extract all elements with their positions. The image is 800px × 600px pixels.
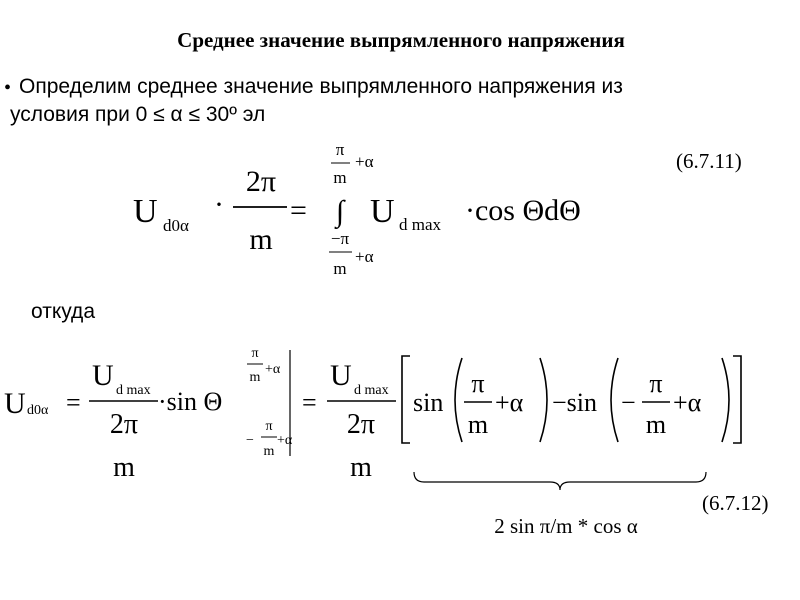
eq1-fraction-denominator: m [249, 223, 273, 256]
eq2-underbrace [414, 472, 706, 490]
eq2-den2-m: m [350, 452, 372, 483]
eq1-integral-sign: ∫ [335, 195, 345, 228]
eq2-sin-1: sin [413, 388, 444, 417]
eq2-num2-u: U [330, 359, 352, 392]
eq2-pi-2: π [649, 369, 663, 398]
eq2-equals-2: = [302, 388, 317, 417]
bullet-line-2: условия при 0 ≤ α ≤ 30º эл [10, 103, 266, 126]
bullet-marker: • [4, 77, 12, 99]
eq1-rhs-cos-term: ·cos ΘdΘ [465, 194, 581, 227]
eq2-right-paren-2 [722, 358, 729, 442]
eq1-dot: · [214, 188, 224, 221]
equation-6-7-12 [4, 346, 769, 538]
eq2-sin-theta: ·sin Θ [158, 387, 223, 416]
eq2-right-paren-1 [540, 358, 547, 442]
eq1-rhs-subscript: d max [399, 215, 442, 234]
eq1-lower-limit-m: m [333, 259, 347, 278]
eq1-lhs-subscript: d0α [163, 216, 189, 235]
eq2-pi-1: π [471, 369, 485, 398]
eq2-minus-inside: − [621, 388, 636, 417]
eq2-bar-upper-m: m [249, 370, 261, 385]
eq2-num-u: U [92, 359, 114, 392]
eq1-lower-limit-minus-pi: −π [330, 229, 350, 248]
eq2-bar-lower-m: m [263, 444, 275, 459]
bullet-line-1: Определим среднее значение выпрямленного напряжения из [19, 75, 623, 98]
eq1-equals: = [290, 194, 307, 227]
eq2-m-1: m [467, 410, 489, 439]
eq2-bar-lower-pi: π [265, 419, 273, 434]
eq2-bar-upper-plus-alpha: +α [265, 362, 281, 377]
eq2-bar-lower-plus-alpha: +α [277, 433, 293, 448]
eq2-plus-alpha-2: +α [673, 388, 702, 417]
eq2-left-square-bracket [402, 356, 410, 443]
eq1-upper-limit-plus-alpha: +α [355, 152, 374, 171]
eq2-left-paren-1 [455, 358, 462, 442]
eq2-minus-sin: −sin [552, 388, 598, 417]
eq2-m-2: m [645, 410, 667, 439]
eq2-right-square-bracket [733, 356, 741, 443]
eq2-left-paren-2 [611, 358, 618, 442]
eq2-lhs-u: U [4, 387, 26, 420]
eq1-fraction-numerator: 2π [245, 165, 277, 198]
connector-word: откуда [31, 300, 95, 323]
eq1-upper-limit-m: m [333, 168, 347, 187]
eq2-plus-alpha-1: +α [495, 388, 524, 417]
eq2-den-m: m [113, 452, 135, 483]
eq2-equals: = [66, 388, 81, 417]
eq1-rhs-u: U [370, 193, 395, 230]
slide-title: Среднее значение выпрямленного напряжения [177, 28, 625, 52]
equation-number-6-7-12: (6.7.12) [702, 491, 769, 515]
eq1-upper-limit-pi: π [335, 140, 345, 159]
eq2-den-2pi: 2π [109, 409, 139, 440]
eq1-lhs-u: U [133, 193, 158, 230]
eq2-bar-lower-minus: − [246, 433, 254, 448]
eq2-lhs-subscript: d0α [27, 403, 49, 418]
equation-number-6-7-11: (6.7.11) [676, 149, 742, 173]
eq2-brace-label: 2 sin π/m * cos α [494, 514, 638, 538]
eq2-bar-upper-pi: π [251, 346, 259, 361]
equation-6-7-11 [133, 140, 742, 278]
eq1-lower-limit-plus-alpha: +α [355, 247, 374, 266]
eq2-num2-subscript: d max [354, 383, 389, 398]
eq2-num-subscript: d max [116, 383, 151, 398]
eq2-den2-2pi: 2π [346, 409, 376, 440]
